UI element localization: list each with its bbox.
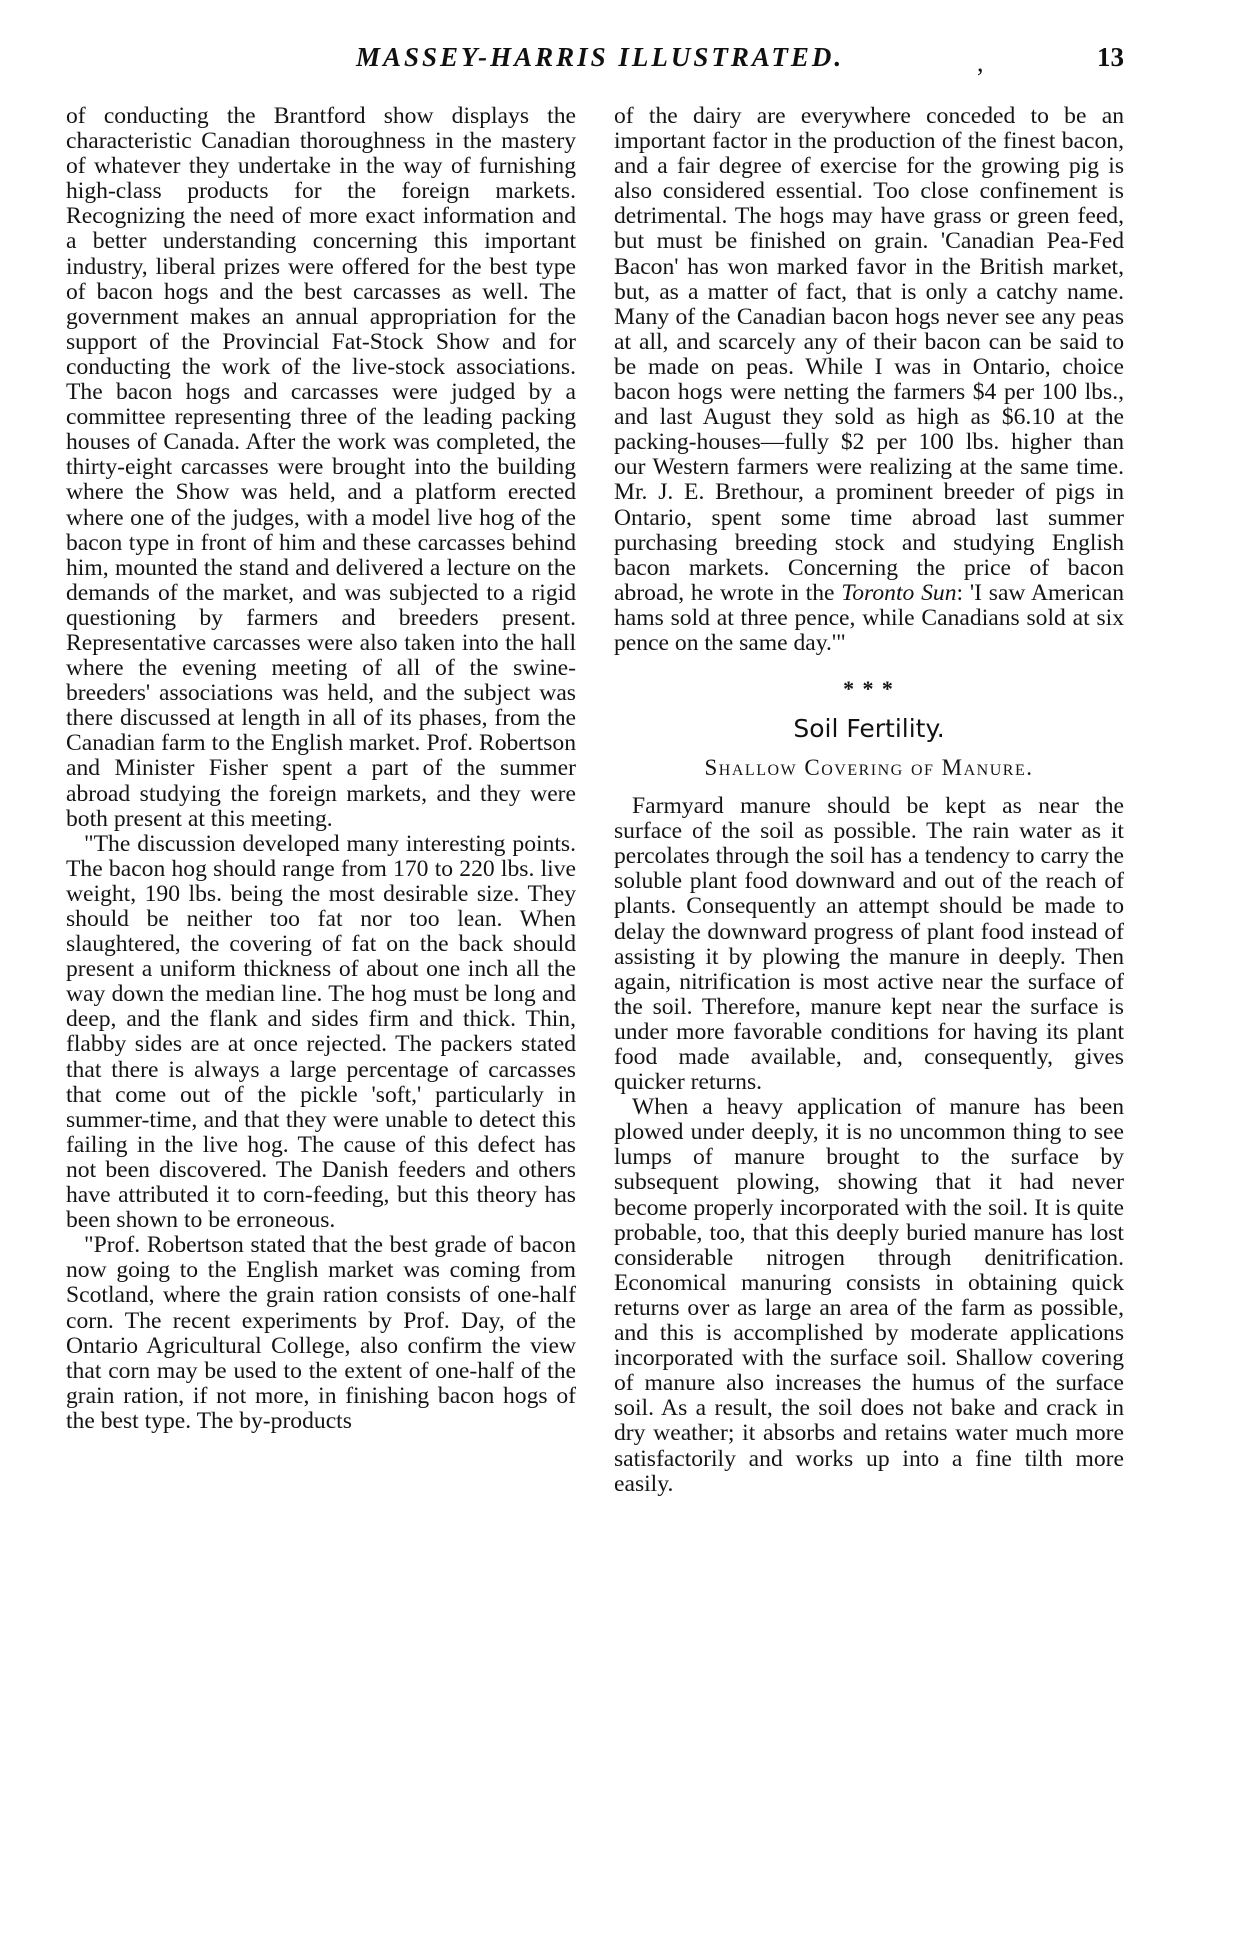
running-head — [0, 20, 1239, 77]
article-paragraph: Farmyard manure should be kept as near the surface of the soil as possible. The rain water as it percolates through the soil has a tendency to carry the soluble plant food downward and out of the reach of plants. Consequently an attempt should be made to delay the downward progress of plant food instead of assisting it by plowing the manure in deeply. Then again, nitrification is most active near the surface of the soil. Therefore, manure kept near the surface is under more favorable conditions for having its plant food made available, and, consequently, gives quicker returns. — [614, 793, 1124, 1096]
section-ornament: * * * — [843, 676, 895, 702]
running-title: MASSEY-HARRIS ILLUSTRATED. — [356, 42, 845, 72]
stray-mark: , — [977, 48, 984, 77]
article-paragraph — [614, 104, 1124, 656]
section-subtitle: Shallow Covering of Manure. — [704, 755, 1034, 781]
article-paragraph: of conducting the Brantford show displays the characteristic Canadian thoroughness in the mastery of whatever they undertake in the way of furnishing high-class products for the foreign markets. Recognizing the need of more exact information and a better understanding concerning this important industry, liberal prizes were offered for the best type of bacon hogs and the best carcasses as well. The government makes an annual appropriation for the support of the Provincial Fat-Stock Show and for conducting the work of the live-stock associations. The bacon hogs and carcasses were judged by a committee representing three of the leading packing houses of Canada. After the work was completed, the thirty-eight carcasses were brought into the building where the Show was held, and a platform erected where one of the judges, with a model live hog of the bacon type in front of him and these carcasses behind him, mounted the stand and delivered a lecture on the demands of the market, and was subjected to a rigid questioning by farmers and breeders present. Representative carcasses were also taken into the hall where the evening meeting of all of the swine-breeders' associations was held, and the subject was there discussed at length in all of its phases, from the Canadian farm to the English market. Prof. Robertson and Minister Fisher spent a part of the summer abroad studying the foreign markets, and they were both present at this meeting. — [66, 103, 576, 832]
article-paragraph: "The discussion developed many interesting points. The bacon hog should range from 170 to 220 lbs. live weight, 190 lbs. being the most desirable size. They should be neither too fat nor too lean. When slaughtered, the covering of fat on the back should present a uniform thickness of about one inch all the way down the median line. The hog must be long and deep, and the flank and sides firm and thick. Thin, flabby sides are at once rejected. The packers stated that there is always a large percentage of carcasses that come out of the pickle 'soft,' particularly in summer-time, and that they were unable to detect this failing in the live hog. The cause of this defect has not been discovered. The Danish feeders and others have attributed it to corn-feeding, but this theory has been shown to be erroneous. — [66, 830, 576, 1234]
paragraph-text: of the dairy are everywhere conceded to be an important factor in the production of the finest bacon, and a fair degree of exercise for the growing pig is also considered essential. Too close confinement is detrimental. The hogs may have grass or green feed, but must be finished on grain. 'Canadian Pea-Fed Bacon' has won marked favor in the British market, but, as a matter of fact, that is only a catchy name. Many of the Canadian bacon hogs never see any peas at all, and scarcely any of their bacon can be said to be made on peas. While I was in Ontario, choice bacon hogs were netting the farmers $4 per 100 lbs., and last August they sold as high as $6.10 at the packing-houses—fully $2 per 100 lbs. higher than our Western farmers were realizing at the same time. Mr. J. E. Brethour, a prominent breeder of pigs in Ontario, spent some time abroad last summer purchasing breeding stock and studying English bacon markets. Concerning the price of bacon abroad, he wrote in the — [614, 103, 1124, 606]
right-column — [614, 104, 1124, 1497]
paragraph-text: : 'I saw American hams sold at three pence, while Canadians sold at six pence on the same day.'" — [614, 579, 1124, 656]
newspaper-name: Toronto Sun — [841, 579, 957, 606]
article-paragraph: When a heavy application of manure has been plowed under deeply, it is no uncommon thing to see lumps of manure brought to the surface by subsequent plowing, showing that it had never become properly incorporated with the soil. It is quite probable, too, that this deeply buried manure has lost considerable nitrogen through denitrification. Economical manuring consists in obtaining quick returns over as large an area of the farm as possible, and this is accomplished by moderate applications incorporated with the surface soil. Shallow covering of manure also increases the humus of the surface soil. As a result, the soil does not bake and crack in dry weather; it absorbs and retains water much more satisfactorily and works up into a fine tilth more easily. — [614, 1094, 1124, 1497]
article-paragraph: "Prof. Robertson stated that the best grade of bacon now going to the English market was coming from Scotland, where the grain ration consists of one-half corn. The recent experiments by Prof. Day, of the Ontario Agricultural College, also confirm the view that corn may be used to the extent of one-half of the grain ration, if not more, in finishing bacon hogs of the best type. The by-products — [66, 1232, 576, 1434]
left-column — [66, 104, 576, 1434]
page-number: 13 — [1097, 42, 1124, 72]
section-title: Soil Fertility. — [793, 714, 945, 744]
